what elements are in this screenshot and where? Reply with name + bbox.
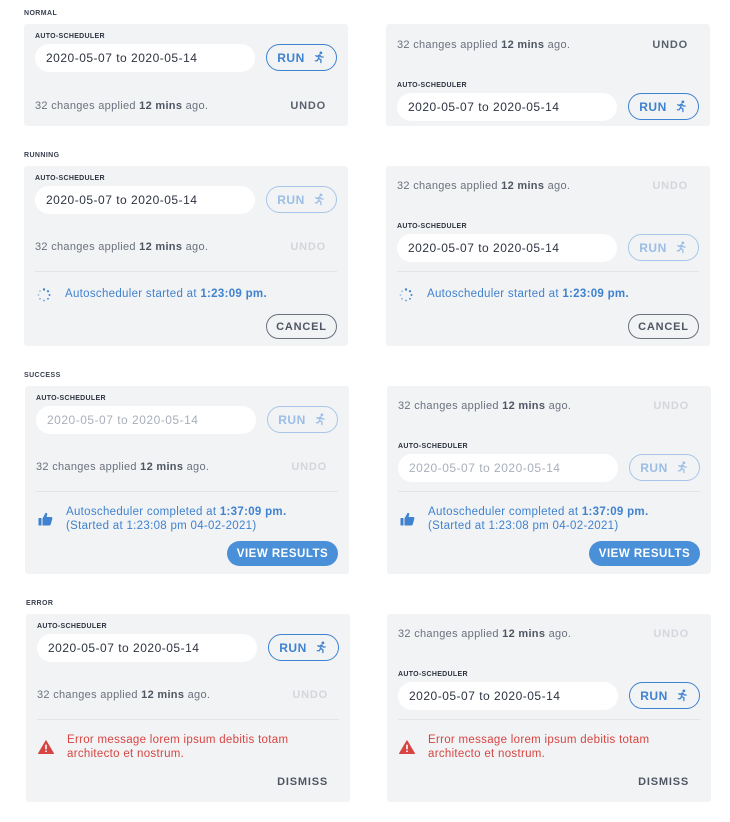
undo-button[interactable]: UNDO bbox=[290, 241, 326, 253]
error-status bbox=[398, 733, 700, 761]
divider bbox=[397, 271, 699, 272]
run-label: RUN bbox=[279, 640, 307, 655]
warning-triangle-icon bbox=[37, 739, 55, 755]
changes-row bbox=[35, 241, 337, 253]
undo-button[interactable]: UNDO bbox=[653, 628, 689, 640]
success-status-text: Autoscheduler completed at 1:37:09 pm. (Started at 1:23:08 pm 04-02-2021) bbox=[66, 506, 287, 532]
running-status bbox=[35, 287, 337, 303]
divider bbox=[35, 271, 337, 272]
cancel-button[interactable]: CANCEL bbox=[266, 314, 337, 339]
scheduler-card-running-left bbox=[24, 166, 348, 346]
changes-text: 32 changes applied 12 mins ago. bbox=[35, 241, 209, 253]
error-message: Error message lorem ipsum debitis totam architecto et nostrum. bbox=[67, 734, 289, 760]
running-person-icon bbox=[314, 413, 327, 426]
error-status bbox=[37, 733, 339, 761]
changes-row bbox=[397, 180, 699, 192]
run-button[interactable] bbox=[267, 406, 338, 433]
run-label: RUN bbox=[278, 412, 306, 427]
auto-scheduler-label: AUTO-SCHEDULER bbox=[398, 443, 468, 450]
run-label: RUN bbox=[640, 460, 668, 475]
dismiss-button[interactable]: DISMISS bbox=[638, 776, 689, 788]
scheduler-card-normal-left bbox=[24, 24, 348, 126]
warning-triangle-icon bbox=[398, 739, 416, 755]
run-label: RUN bbox=[277, 192, 305, 207]
divider bbox=[37, 719, 339, 720]
changes-text: 32 changes applied 12 mins ago. bbox=[398, 400, 572, 412]
auto-scheduler-label: AUTO-SCHEDULER bbox=[37, 623, 107, 630]
thumbs-up-icon bbox=[36, 511, 54, 527]
changes-row bbox=[35, 100, 337, 112]
date-range-input[interactable]: 2020-05-07 to 2020-05-14 bbox=[35, 186, 255, 214]
divider bbox=[36, 491, 338, 492]
changes-row bbox=[398, 400, 700, 412]
thumbs-up-icon bbox=[398, 511, 416, 527]
undo-button[interactable]: UNDO bbox=[653, 400, 689, 412]
undo-button[interactable]: UNDO bbox=[292, 689, 328, 701]
running-status bbox=[397, 287, 699, 303]
view-results-button[interactable]: VIEW RESULTS bbox=[227, 541, 338, 566]
running-person-icon bbox=[313, 193, 326, 206]
undo-button[interactable]: UNDO bbox=[291, 461, 327, 473]
date-range-input[interactable]: 2020-05-07 to 2020-05-14 bbox=[398, 682, 618, 710]
run-button[interactable] bbox=[629, 682, 700, 709]
running-person-icon bbox=[675, 100, 688, 113]
running-person-icon bbox=[676, 689, 689, 702]
changes-row bbox=[398, 628, 700, 640]
undo-button[interactable]: UNDO bbox=[290, 100, 326, 112]
date-range-input[interactable]: 2020-05-07 to 2020-05-14 bbox=[36, 406, 256, 434]
run-button[interactable] bbox=[266, 186, 337, 213]
changes-text: 32 changes applied 12 mins ago. bbox=[397, 39, 571, 51]
run-label: RUN bbox=[640, 688, 668, 703]
changes-text: 32 changes applied 12 mins ago. bbox=[397, 180, 571, 192]
divider bbox=[398, 491, 700, 492]
run-button[interactable] bbox=[629, 454, 700, 481]
scheduler-card-running-right bbox=[386, 166, 710, 346]
date-range-input[interactable]: 2020-05-07 to 2020-05-14 bbox=[397, 93, 617, 121]
auto-scheduler-label: AUTO-SCHEDULER bbox=[397, 82, 467, 89]
running-person-icon bbox=[313, 51, 326, 64]
section-label-success: SUCCESS bbox=[24, 372, 61, 379]
run-label: RUN bbox=[639, 99, 667, 114]
spinner-icon bbox=[35, 287, 53, 303]
running-person-icon bbox=[676, 461, 689, 474]
section-label-normal: NORMAL bbox=[24, 10, 58, 17]
dismiss-button[interactable]: DISMISS bbox=[277, 776, 328, 788]
changes-text: 32 changes applied 12 mins ago. bbox=[36, 461, 210, 473]
auto-scheduler-label: AUTO-SCHEDULER bbox=[36, 395, 106, 402]
changes-row bbox=[397, 39, 699, 51]
changes-row bbox=[36, 461, 338, 473]
changes-row bbox=[37, 689, 339, 701]
scheduler-card-success-left bbox=[25, 386, 349, 574]
run-button[interactable] bbox=[266, 44, 337, 71]
running-status-text: Autoscheduler started at 1:23:09 pm. bbox=[427, 288, 629, 300]
undo-button[interactable]: UNDO bbox=[652, 39, 688, 51]
run-label: RUN bbox=[277, 50, 305, 65]
run-button[interactable] bbox=[628, 93, 699, 120]
section-label-running: RUNNING bbox=[24, 152, 60, 159]
changes-text: 32 changes applied 12 mins ago. bbox=[37, 689, 211, 701]
auto-scheduler-label: AUTO-SCHEDULER bbox=[35, 175, 105, 182]
auto-scheduler-label: AUTO-SCHEDULER bbox=[35, 33, 105, 40]
view-results-button[interactable]: VIEW RESULTS bbox=[589, 541, 700, 566]
running-status-text: Autoscheduler started at 1:23:09 pm. bbox=[65, 288, 267, 300]
date-range-input[interactable]: 2020-05-07 to 2020-05-14 bbox=[397, 234, 617, 262]
error-message: Error message lorem ipsum debitis totam architecto et nostrum. bbox=[428, 734, 650, 760]
undo-button[interactable]: UNDO bbox=[652, 180, 688, 192]
run-button[interactable] bbox=[628, 234, 699, 261]
spinner-icon bbox=[397, 287, 415, 303]
scheduler-card-error-right bbox=[387, 614, 711, 802]
scheduler-card-normal-right bbox=[386, 24, 710, 126]
auto-scheduler-label: AUTO-SCHEDULER bbox=[398, 671, 468, 678]
running-person-icon bbox=[315, 641, 328, 654]
date-range-input[interactable]: 2020-05-07 to 2020-05-14 bbox=[35, 44, 255, 72]
date-range-input[interactable]: 2020-05-07 to 2020-05-14 bbox=[37, 634, 257, 662]
date-range-input[interactable]: 2020-05-07 to 2020-05-14 bbox=[398, 454, 618, 482]
divider bbox=[398, 719, 700, 720]
running-person-icon bbox=[675, 241, 688, 254]
success-status-text: Autoscheduler completed at 1:37:09 pm. (Started at 1:23:08 pm 04-02-2021) bbox=[428, 506, 649, 532]
scheduler-card-success-right bbox=[387, 386, 711, 574]
cancel-button[interactable]: CANCEL bbox=[628, 314, 699, 339]
changes-text: 32 changes applied 12 mins ago. bbox=[398, 628, 572, 640]
section-label-error: ERROR bbox=[26, 600, 54, 607]
auto-scheduler-label: AUTO-SCHEDULER bbox=[397, 223, 467, 230]
success-status bbox=[398, 505, 700, 533]
changes-text: 32 changes applied 12 mins ago. bbox=[35, 100, 209, 112]
run-label: RUN bbox=[639, 240, 667, 255]
success-status bbox=[36, 505, 338, 533]
scheduler-card-error-left bbox=[26, 614, 350, 802]
run-button[interactable] bbox=[268, 634, 339, 661]
